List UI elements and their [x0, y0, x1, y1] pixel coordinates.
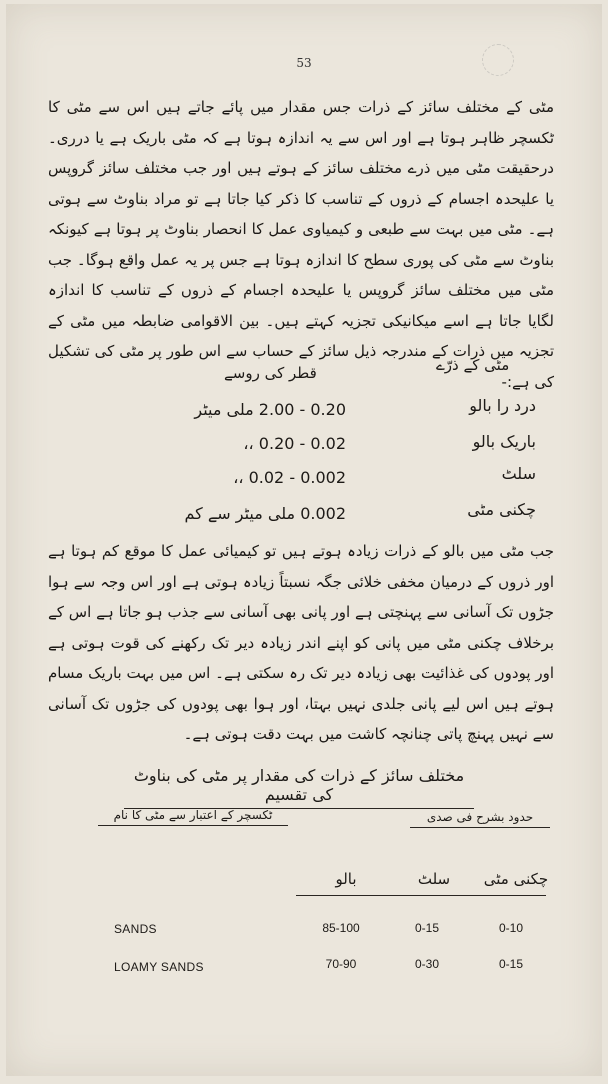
paragraph-texture-intro: مٹی کے مختلف سائز کے ذرات جس مقدار میں پائے جاتے ہیں اس سے مٹی کا ٹکسچر ظاہر ہوتا ہے اور اس سے یہ اندازہ ہوتا ہے کہ مٹی باریک ہے یا درری۔ درحقیقت مٹی میں ذرے مختلف سائز کے ہوتے ہیں اور جب مختلف سائز گروپس یا علیحدہ اجسام کے ذروں کے تناسب کا ذکر کیا جاتا ہے تو مراد بناوٹ سے ہوتی ہے۔ مٹی میں بہت سے طبعی و کیمیاوی عمل کا انحصار بناوٹ پر ہوتا ہے کیونکہ بناوٹ سے مٹی کی پوری سطح کا اندازہ ہوتا ہے جس پر یہ عمل واقع ہوگا۔ جب مٹی میں مختلف سائز گروپس یا علیحدہ اجسام کے ذروں کے تناسب کا اندازہ لگایا جاتا ہے اسے میکانیکی تجزیہ کہتے ہیں۔ بین الاقوامی ضابطہ میں مٹی کے تجزیہ میں ذرات کے مندرجہ ذیل سائز کے حساب سے اس طور پر مٹی کی تشکیل کی ہے:-: [48, 98, 554, 391]
table1-row-value: 0.02 - 0.20 ،،: [243, 434, 346, 453]
table1-row-name: چکنی مٹی: [467, 500, 536, 519]
paragraph-sand-clay: جب مٹی میں بالو کے ذرات زیادہ ہوتے ہیں تو کیمیائی عمل کا موقع کم ہوتا ہے اور ذروں کے درمیان مخفی خلائی جگہ نسبتاً زیادہ ہوتی ہے اور اس وجہ سے ہوا جڑوں تک آسانی سے پہنچتی ہے اور پانی بھی آسانی سے جذب ہو جاتا ہے اس کے برخلاف چکنی مٹی میں پانی کو اپنے اندر زیادہ دیر تک رکھنے کی قوت ہوتی ہے اور پودوں کی غذائیت بھی زیادہ دیر تک رہ سکتی ہے۔ اس میں بہت باریک مسام ہوتے ہیں اس لیے پانی جلدی نہیں بہتا، اور ہوا بھی پودوں کی جڑوں تک آسانی سے نہیں پہنچ پاتی چنانچہ کاشت میں بہت دقت ہوتی ہے۔: [48, 542, 554, 743]
table1-row-name: درد را بالو: [469, 396, 536, 415]
table2-cell-sand: 70-90: [325, 957, 357, 971]
table1-row-name: سلٹ: [501, 464, 536, 483]
page-number: 53: [296, 56, 312, 70]
table2-column-silt: سلٹ: [417, 870, 451, 888]
table2-cell-clay: 0-10: [498, 921, 524, 935]
table2-column-clay: چکنی مٹی: [483, 870, 549, 888]
table2-cell-clay: 0-15: [498, 957, 524, 971]
table1-header-particles: مٹی کے ذرّے: [436, 356, 510, 374]
table2-header-texture-name: ٹکسچر کے اعتبار سے مٹی کا نام: [98, 808, 288, 826]
table2-column-rule: [296, 895, 546, 896]
table1-row-value: 0.002 - 0.02 ،،: [233, 468, 346, 487]
table1-row-value: 0.002 ملی میٹر سے کم: [184, 504, 346, 523]
table2-row-name: LOAMY SANDS: [114, 960, 204, 974]
book-page: [6, 4, 602, 1076]
table2-cell-sand: 85-100: [322, 921, 360, 935]
table1-row-value: 0.20 - 2.00 ملی میٹر: [194, 400, 346, 419]
table1-row-name: باریک بالو: [472, 432, 536, 451]
table2-row-name: SANDS: [114, 922, 157, 936]
table2-cell-silt: 0-15: [414, 921, 440, 935]
table2-header-percent-limits: حدود بشرح فی صدی: [410, 810, 550, 828]
table1-header-diameter: قطر کی روسے: [224, 364, 317, 382]
table2-column-sand: بالو: [335, 870, 357, 888]
table2-title: مختلف سائز کے ذرات کی مقدار پر مٹی کی بناوٹ کی تقسیم: [124, 766, 474, 809]
table2-cell-silt: 0-30: [414, 957, 440, 971]
